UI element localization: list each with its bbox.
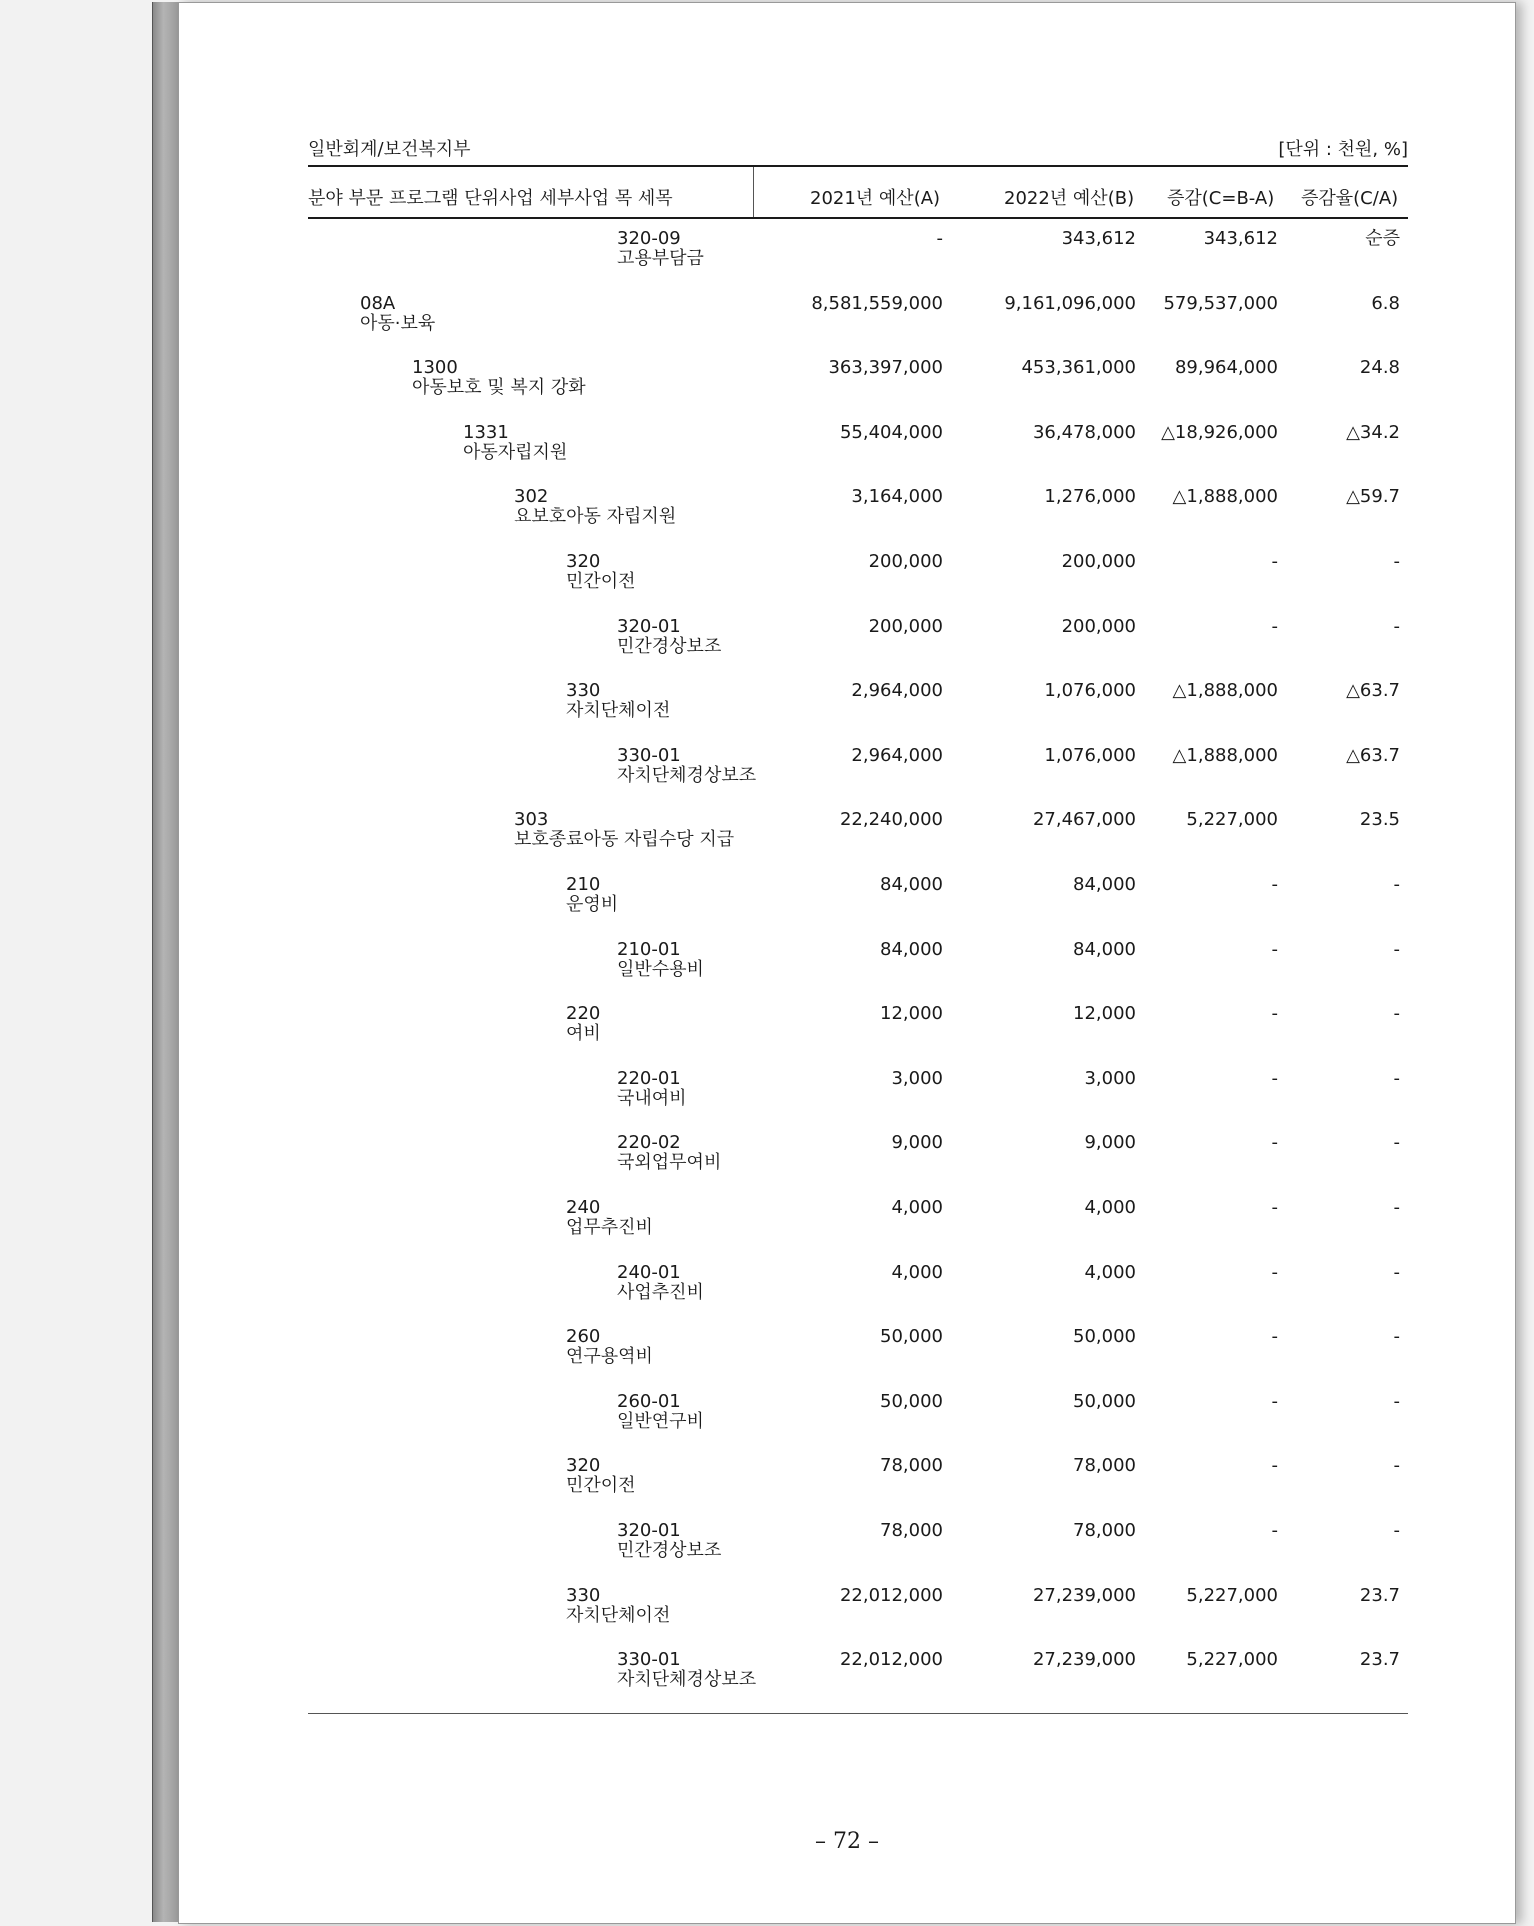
row-name: 연구용역비 xyxy=(566,1346,653,1368)
change-value: - xyxy=(1271,1326,1278,1348)
rate-value: △34.2 xyxy=(1346,421,1400,443)
row-name: 민간경상보조 xyxy=(617,635,722,657)
rate-value: △63.7 xyxy=(1346,744,1400,766)
table-row xyxy=(308,487,1408,551)
row-name: 여비 xyxy=(566,1023,601,1045)
budget-2022-value: 78,000 xyxy=(1073,1520,1136,1541)
rate-value: 6.8 xyxy=(1371,292,1400,314)
table-row xyxy=(308,1392,1408,1456)
table-row xyxy=(308,294,1408,358)
budget-2022-value: 200,000 xyxy=(1061,551,1136,572)
row-code: 240 xyxy=(566,1197,601,1218)
row-name: 민간이전 xyxy=(566,571,636,592)
rate-value: - xyxy=(1393,874,1400,895)
change-value: △18,926,000 xyxy=(1161,421,1278,443)
unit-label: [단위 : 천원, %] xyxy=(1278,139,1408,160)
row-name: 보호종료아동 자립수당 지급 xyxy=(514,829,735,851)
budget-2021-value: 3,164,000 xyxy=(851,486,943,508)
change-value: 5,227,000 xyxy=(1186,809,1278,831)
row-code: 320 xyxy=(566,551,601,572)
budget-2021-value: 50,000 xyxy=(880,1390,943,1412)
budget-2022-value: 200,000 xyxy=(1061,615,1136,637)
budget-2022-value: 27,239,000 xyxy=(1032,1584,1136,1606)
rate-value: - xyxy=(1393,1132,1400,1154)
rate-value: - xyxy=(1393,1067,1400,1089)
budget-2021-value: 50,000 xyxy=(880,1326,943,1348)
row-code: 260 xyxy=(566,1326,601,1348)
row-code: 210 xyxy=(566,874,601,895)
budget-2022-value: 4,000 xyxy=(1084,1197,1136,1218)
budget-2022-value: 84,000 xyxy=(1073,874,1136,895)
row-name: 자치단체이전 xyxy=(566,1604,671,1626)
row-code: 220 xyxy=(566,1003,601,1025)
budget-2021-value: 8,581,559,000 xyxy=(811,292,943,314)
row-code: 220-01 xyxy=(617,1067,681,1089)
change-value: - xyxy=(1271,1520,1278,1541)
rate-value: - xyxy=(1393,1455,1400,1477)
table-top-rule xyxy=(308,165,1408,167)
budget-2021-value: 22,012,000 xyxy=(839,1649,943,1671)
row-name: 국외업무여비 xyxy=(617,1152,722,1174)
table-bottom-rule xyxy=(308,1713,1408,1714)
row-name: 자치단체이전 xyxy=(566,700,671,722)
row-name: 아동·보육 xyxy=(360,312,436,334)
table-row xyxy=(308,1198,1408,1262)
budget-2021-value: 84,000 xyxy=(880,938,943,960)
budget-2021-value: 78,000 xyxy=(880,1455,943,1477)
budget-2022-value: 4,000 xyxy=(1084,1261,1136,1283)
row-name: 사업추진비 xyxy=(617,1281,704,1303)
rate-value: - xyxy=(1393,1261,1400,1283)
budget-2021-value: 2,964,000 xyxy=(851,680,943,702)
budget-2022-value: 50,000 xyxy=(1073,1390,1136,1412)
row-code: 330 xyxy=(566,1584,601,1606)
rate-value: 24.8 xyxy=(1359,357,1400,379)
budget-2022-value: 78,000 xyxy=(1073,1455,1136,1477)
budget-2022-value: 1,276,000 xyxy=(1044,486,1136,508)
rate-value: - xyxy=(1393,1326,1400,1348)
table-row xyxy=(308,746,1408,810)
book-spine xyxy=(152,2,179,1922)
row-name: 아동보호 및 복지 강화 xyxy=(412,377,586,399)
rate-value: - xyxy=(1393,615,1400,637)
change-value: - xyxy=(1271,615,1278,637)
change-value: - xyxy=(1271,1261,1278,1283)
budget-2021-value: 22,012,000 xyxy=(839,1584,943,1606)
change-value: △1,888,000 xyxy=(1172,680,1278,702)
change-value: 5,227,000 xyxy=(1186,1584,1278,1606)
column-header-2021: 2021년 예산(A) xyxy=(810,188,941,209)
table-row xyxy=(308,358,1408,422)
change-value: - xyxy=(1271,1067,1278,1089)
rate-value: △63.7 xyxy=(1346,680,1400,702)
budget-2021-value: 4,000 xyxy=(891,1261,943,1283)
budget-2021-value: 2,964,000 xyxy=(851,744,943,766)
budget-2021-value: 22,240,000 xyxy=(839,809,943,831)
rate-value: 순증 xyxy=(1365,228,1400,249)
budget-2022-value: 1,076,000 xyxy=(1044,680,1136,702)
table-row xyxy=(308,1586,1408,1650)
budget-2021-value: 363,397,000 xyxy=(828,357,943,379)
row-name: 민간경상보조 xyxy=(617,1540,722,1561)
rate-value: - xyxy=(1393,551,1400,572)
change-value: - xyxy=(1271,1197,1278,1218)
rate-value: 23.5 xyxy=(1359,809,1400,831)
table-row xyxy=(308,1650,1408,1714)
budget-2022-value: 50,000 xyxy=(1073,1326,1136,1348)
change-value: 5,227,000 xyxy=(1186,1649,1278,1671)
row-code: 303 xyxy=(514,809,549,831)
change-value: - xyxy=(1271,551,1278,572)
budget-2021-value: 78,000 xyxy=(880,1520,943,1541)
row-code: 330-01 xyxy=(617,744,681,766)
row-name: 국내여비 xyxy=(617,1087,687,1109)
row-code: 220-02 xyxy=(617,1132,681,1154)
row-code: 330 xyxy=(566,680,601,702)
budget-2021-value: 4,000 xyxy=(891,1197,943,1218)
table-row xyxy=(308,1133,1408,1197)
change-value: - xyxy=(1271,1455,1278,1477)
rate-value: - xyxy=(1393,1520,1400,1541)
change-value: 343,612 xyxy=(1203,228,1278,249)
column-header-label: 분야 부문 프로그램 단위사업 세부사업 목 세목 xyxy=(308,188,673,209)
rate-value: - xyxy=(1393,1003,1400,1025)
header-divider xyxy=(753,167,754,219)
table-row xyxy=(308,1456,1408,1520)
budget-2022-value: 453,361,000 xyxy=(1021,357,1136,379)
budget-2022-value: 36,478,000 xyxy=(1032,421,1136,443)
budget-2021-value: 9,000 xyxy=(891,1132,943,1154)
row-name: 아동자립지원 xyxy=(463,441,568,463)
table-row xyxy=(308,1263,1408,1327)
budget-2021-value: 84,000 xyxy=(880,874,943,895)
change-value: △1,888,000 xyxy=(1172,486,1278,508)
rate-value: 23.7 xyxy=(1359,1649,1400,1671)
table-row xyxy=(308,1004,1408,1068)
budget-2021-value: 200,000 xyxy=(868,615,943,637)
budget-2021-value: 3,000 xyxy=(891,1067,943,1089)
rate-value: - xyxy=(1393,1390,1400,1412)
table-row xyxy=(308,681,1408,745)
budget-2022-value: 1,076,000 xyxy=(1044,744,1136,766)
row-code: 320 xyxy=(566,1455,601,1477)
row-code: 260-01 xyxy=(617,1390,681,1412)
change-value: 89,964,000 xyxy=(1174,357,1278,379)
table-row xyxy=(308,1069,1408,1133)
row-code: 320-01 xyxy=(617,615,681,637)
document-page xyxy=(178,2,1516,1924)
budget-2022-value: 9,161,096,000 xyxy=(1004,292,1136,314)
table-row xyxy=(308,423,1408,487)
budget-2022-value: 27,467,000 xyxy=(1032,809,1136,831)
row-code: 302 xyxy=(514,486,549,508)
row-code: 320-01 xyxy=(617,1520,681,1541)
row-name: 일반연구비 xyxy=(617,1410,704,1432)
row-name: 자치단체경상보조 xyxy=(617,764,757,786)
row-name: 자치단체경상보조 xyxy=(617,1669,757,1691)
table-row xyxy=(308,810,1408,874)
page-number: – 72 – xyxy=(815,1829,879,1854)
table-row xyxy=(308,617,1408,681)
row-name: 요보호아동 자립지원 xyxy=(514,506,677,528)
column-header-rate: 증감율(C/A) xyxy=(1301,188,1399,209)
row-name: 고용부담금 xyxy=(617,248,704,269)
table-row xyxy=(308,229,1408,293)
budget-2022-value: 3,000 xyxy=(1084,1067,1136,1089)
table-row xyxy=(308,1327,1408,1391)
row-code: 210-01 xyxy=(617,938,681,960)
change-value: - xyxy=(1271,874,1278,895)
budget-2021-value: 200,000 xyxy=(868,551,943,572)
budget-2022-value: 84,000 xyxy=(1073,938,1136,960)
row-name: 민간이전 xyxy=(566,1475,636,1497)
account-title: 일반회계/보건복지부 xyxy=(308,139,471,160)
row-code: 08A xyxy=(360,292,396,314)
column-header-2022: 2022년 예산(B) xyxy=(1004,188,1135,209)
row-name: 업무추진비 xyxy=(566,1217,653,1238)
rate-value: - xyxy=(1393,938,1400,960)
rate-value: 23.7 xyxy=(1359,1584,1400,1606)
row-code: 1300 xyxy=(412,357,458,379)
row-code: 240-01 xyxy=(617,1261,681,1283)
change-value: △1,888,000 xyxy=(1172,744,1278,766)
budget-2021-value: 55,404,000 xyxy=(839,421,943,443)
table-row xyxy=(308,940,1408,1004)
table-row xyxy=(308,552,1408,616)
change-value: - xyxy=(1271,938,1278,960)
budget-2022-value: 27,239,000 xyxy=(1032,1649,1136,1671)
change-value: - xyxy=(1271,1003,1278,1025)
budget-2022-value: 12,000 xyxy=(1073,1003,1136,1025)
row-name: 일반수용비 xyxy=(617,958,704,980)
change-value: 579,537,000 xyxy=(1163,292,1278,314)
row-code: 330-01 xyxy=(617,1649,681,1671)
budget-2021-value: - xyxy=(936,228,943,249)
budget-2022-value: 343,612 xyxy=(1061,228,1136,249)
table-row xyxy=(308,875,1408,939)
table-row xyxy=(308,1521,1408,1585)
row-code: 320-09 xyxy=(617,228,681,249)
rate-value: - xyxy=(1393,1197,1400,1218)
column-header-change: 증감(C=B-A) xyxy=(1167,188,1275,209)
rate-value: △59.7 xyxy=(1346,486,1400,508)
header-bottom-rule xyxy=(308,217,1408,219)
row-name: 운영비 xyxy=(566,894,619,915)
change-value: - xyxy=(1271,1390,1278,1412)
budget-2021-value: 12,000 xyxy=(880,1003,943,1025)
budget-2022-value: 9,000 xyxy=(1084,1132,1136,1154)
row-code: 1331 xyxy=(463,421,509,443)
change-value: - xyxy=(1271,1132,1278,1154)
